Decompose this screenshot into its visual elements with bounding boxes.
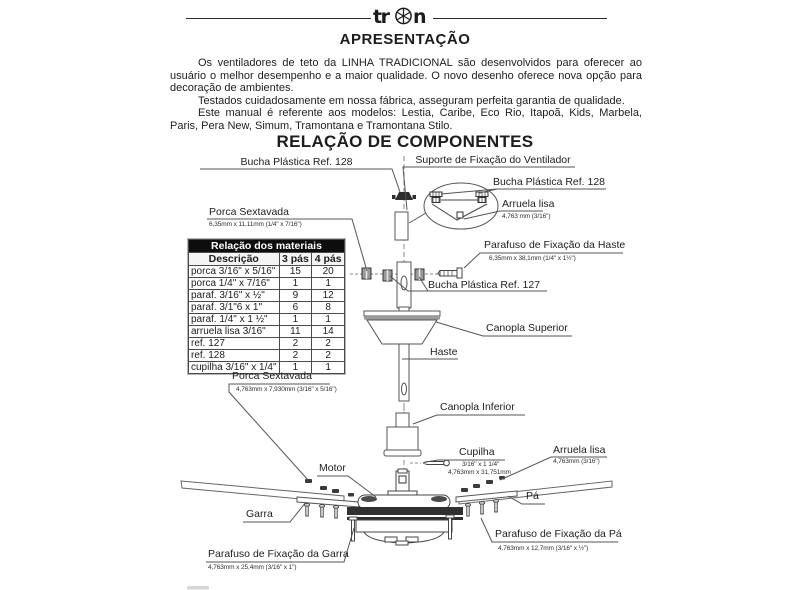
label-parafuso-fixacao-garra-size: 4,763mm x 25,4mm (3/16" x 1") [208,564,297,571]
label-cupilha-size2: 4,763mm x 31,751mm [448,469,511,476]
haste-rod [399,344,409,412]
table-row [189,302,345,314]
cell-desc: paraf. 1/4" x 1 ½" [189,314,280,326]
section-title-componentes: RELAÇÃO DE COMPONENTES [276,132,534,151]
page-corner-mark [187,586,209,590]
label-arruela-lisa-bottom-size: 4,763mm (3/16") [553,458,600,465]
cell-3pas: 1 [279,314,312,326]
table-title-row [189,240,345,253]
cell-3pas: 2 [279,350,312,362]
label-parafuso-fixacao-garra: Parafuso de Fixação da Garra [208,548,349,560]
cell-4pas: 8 [312,302,345,314]
label-arruela-lisa-top-size: 4,763 mm (3/16") [502,213,551,220]
section-title-apresentacao: APRESENTAÇÃO [339,31,471,48]
cell-3pas: 11 [279,326,312,338]
cell-4pas: 1 [312,314,345,326]
label-haste: Haste [430,346,458,358]
cell-3pas: 15 [279,266,312,278]
cell-desc: arruela lisa 3/16" [189,326,280,338]
cell-4pas: 14 [312,326,345,338]
cell-desc: cupilha 3/16" x 1/4" [189,362,280,374]
logo-text-suffix: n [413,6,426,28]
cell-4pas: 1 [312,278,345,290]
canopla-superior-drawing [364,307,440,344]
cell-3pas: 2 [279,338,312,350]
label-motor: Motor [319,462,346,474]
table-title: Relação dos materiais [189,240,345,253]
col-header-3pas: 3 pás [279,253,312,266]
paragraph: Os ventiladores de teto da LINHA TRADICIONAL são desenvolvidos para oferecer ao usuário o melhor desempenho e a maior qualidade. O novo desenho oferece nova opção para decoração de ambientes. [170,57,642,95]
cell-desc: porca 3/16" x 5/16" [189,266,280,278]
label-pa: Pá [526,490,539,502]
cell-desc: paraf. 3/16" x ½" [189,290,280,302]
label-cupilha-size1: 3/16" x 1 1/4" [462,461,500,468]
cell-4pas: 2 [312,338,345,350]
label-bucha-plastica-127: Bucha Plástica Ref. 127 [428,279,541,291]
label-porca-sextavada-top: Porca Sextavada [209,206,289,218]
label-porca-sextavada-top-size: 6,35mm x 11,11mm (1/4" x 7/16") [209,221,302,228]
table-row [189,338,345,350]
haste-screw-icon [438,268,462,278]
cell-3pas: 1 [279,278,312,290]
label-porca-sextavada-bottom: Porca Sextavada [232,370,312,382]
col-header-4pas: 4 pás [312,253,345,266]
cell-3pas: 9 [279,290,312,302]
cell-4pas: 20 [312,266,345,278]
materials-table [188,239,345,374]
label-bucha-plastica-128-top: Bucha Plástica Ref. 128 [240,156,353,168]
motor-body [347,469,463,545]
paragraph: Testados cuidadosamente em nossa fábrica, asseguram perfeita garantia de qualidade. [198,94,625,107]
label-garra: Garra [246,508,273,520]
label-canopla-inferior: Canopla Inferior [440,401,515,413]
label-bucha-plastica-128-right: Bucha Plástica Ref. 128 [492,176,606,188]
support-bracket [395,212,408,240]
canopla-inferior-drawing [384,413,421,456]
table-row [189,326,345,338]
table-row [189,278,345,290]
label-cupilha: Cupilha [459,446,495,458]
label-parafuso-fixacao-haste-size: 6,35mm x 38,1mm (1/4" x 1½") [489,255,576,262]
cell-3pas: 1 [279,362,312,374]
cell-desc: paraf. 3/1"6 x 1" [189,302,280,314]
table-row [189,266,345,278]
table-header-row [189,253,345,266]
cell-desc: porca 1/4" x 7/16" [189,278,280,290]
label-parafuso-fixacao-haste: Parafuso de Fixação da Haste [484,239,626,251]
cell-4pas: 12 [312,290,345,302]
logo-text-prefix: tr [373,6,389,28]
label-suporte-fixacao-ventilador: Suporte de Fixação do Ventilador [415,154,571,166]
col-header-descricao: Descrição [189,253,280,266]
table-row [189,314,345,326]
cell-3pas: 6 [279,302,312,314]
label-arruela-lisa-top: Arruela lisa [502,198,555,210]
cell-4pas: 1 [312,362,345,374]
table-row [189,350,345,362]
cell-4pas: 2 [312,350,345,362]
label-parafuso-fixacao-pa: Parafuso de Fixação da Pá [495,528,622,540]
label-canopla-superior: Canopla Superior [486,322,568,334]
paragraph: Este manual é referente aos modelos: Lestia, Caribe, Eco Rio, Itapoã, Kids, Marbela, Paris, Pera New, Simum, Tramontana e Tramontana Stilo. [170,107,642,132]
label-arruela-lisa-bottom: Arruela lisa [553,444,606,456]
table-row [189,290,345,302]
cell-desc: ref. 127 [189,338,280,350]
ceiling-plug [392,192,416,200]
label-porca-sextavada-bottom-size: 4,763mm x 7,930mm (3/16" x 5/16") [236,386,337,393]
label-parafuso-fixacao-pa-size: 4,763mm x 12,7mm (3/16" x ½") [498,545,589,552]
cell-desc: ref. 128 [189,350,280,362]
